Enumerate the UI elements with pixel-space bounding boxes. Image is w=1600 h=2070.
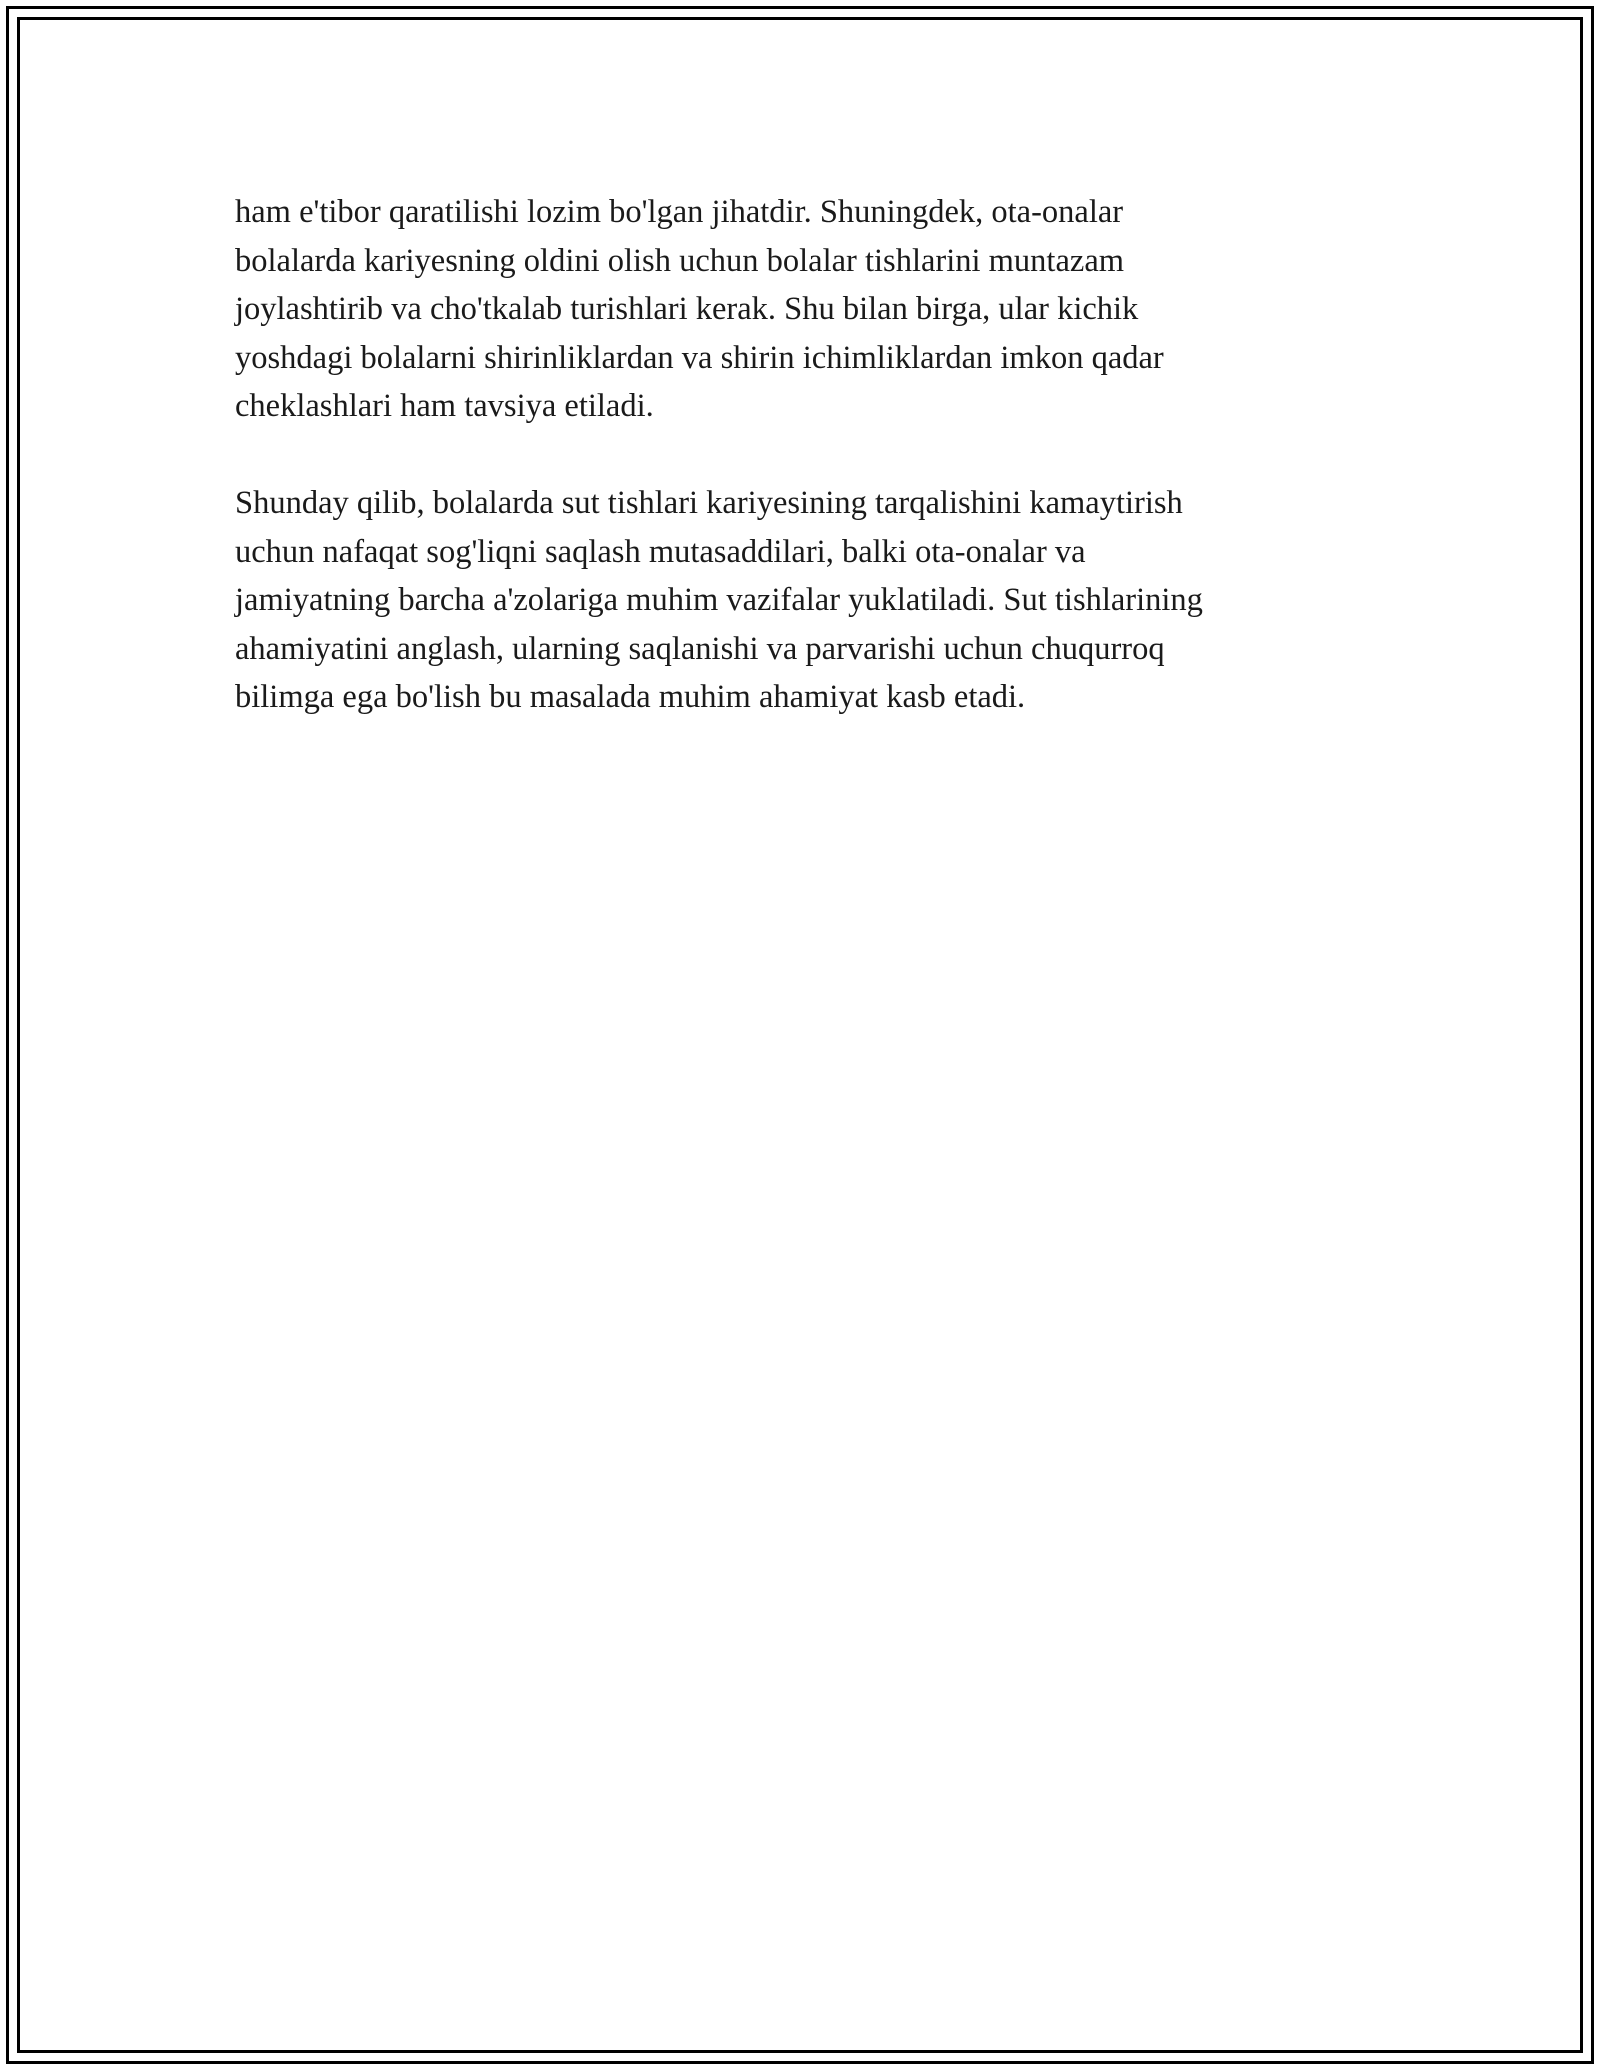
text-line: Shunday qilib, bolalarda sut tishlari kariyesining tarqalishini kamaytirish — [235, 485, 1183, 521]
text-line: cheklashlari ham tavsiya etiladi. — [235, 388, 654, 424]
paragraph-1 — [235, 188, 1365, 431]
text-line: bilimga ega bo'lish bu masalada muhim ahamiyat kasb etadi. — [235, 679, 1026, 715]
text-line: ahamiyatini anglash, ularning saqlanishi va parvarishi uchun chuqurroq — [235, 630, 1165, 667]
text-line: ham e'tibor qaratilishi lozim bo'lgan jihatdir. Shuningdek, ota-onalar — [235, 194, 1124, 230]
text-line: yoshdagi bolalarni shirinliklardan va shirin ichimliklardan imkon qadar — [235, 339, 1164, 376]
text-line: joylashtirib va cho'tkalab turishlari kerak. Shu bilan birga, ular kichik — [235, 291, 1139, 327]
paragraph-2 — [235, 479, 1365, 722]
text-line: jamiyatning barcha a'zolariga muhim vazifalar yuklatiladi. Sut tishlarining — [235, 582, 1203, 618]
text-line: uchun nafaqat sog'liqni saqlash mutasaddilari, balki ota-onalar va — [235, 533, 1086, 570]
document-body — [235, 188, 1365, 770]
text-line: bolalarda kariyesning oldini olish uchun bolalar tishlarini muntazam — [235, 242, 1125, 279]
